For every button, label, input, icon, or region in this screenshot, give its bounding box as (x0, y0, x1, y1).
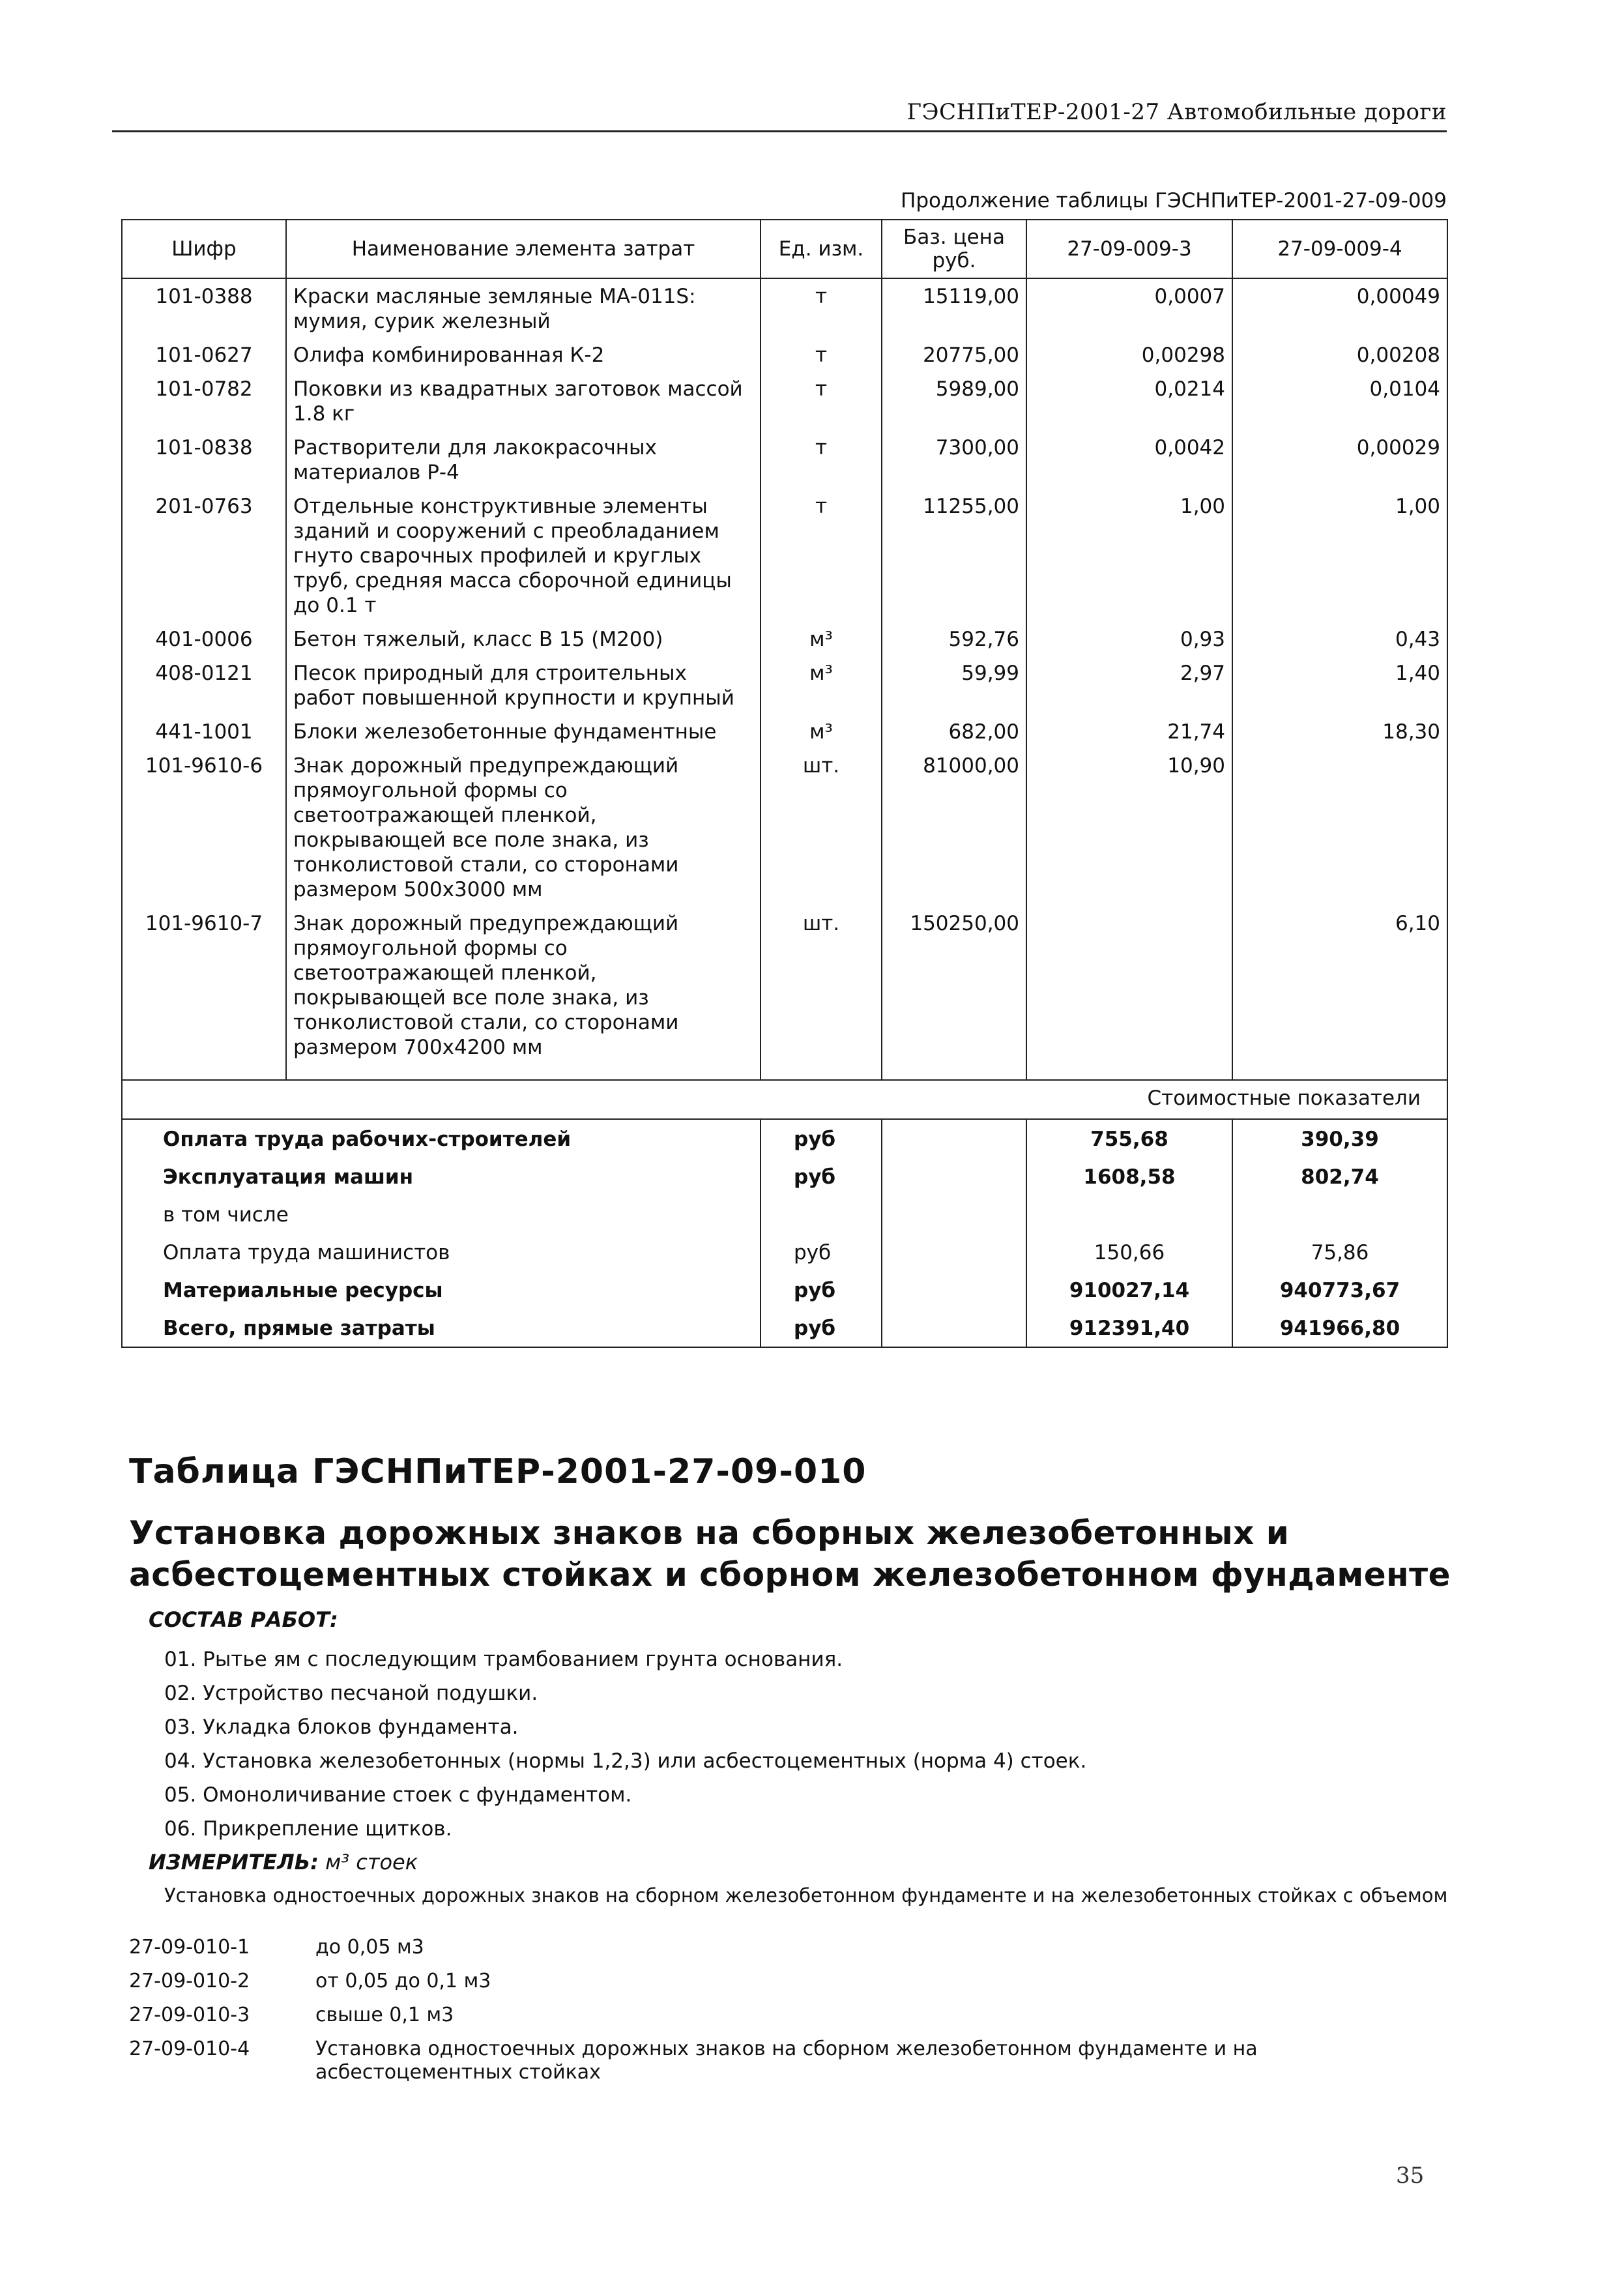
cost-row (122, 1158, 1447, 1195)
table-title: Таблица ГЭСНПиТЕР-2001-27-09-010 (129, 1452, 867, 1491)
table-row (122, 489, 1447, 622)
base-price: 59,99 (882, 656, 1026, 714)
norm-3-value: 2,97 (1026, 656, 1232, 714)
norm-4-value: 6,10 (1232, 906, 1447, 1064)
col-header-code: Шифр (122, 220, 286, 278)
cost-norm-3 (1026, 1195, 1232, 1233)
norm-4-value: 0,00208 (1232, 338, 1447, 372)
variant-description: свыше 0,1 м3 (315, 2004, 454, 2026)
cost-label: Всего, прямые затраты (122, 1309, 761, 1347)
resource-name: Бетон тяжелый, класс В 15 (М200) (286, 622, 761, 656)
base-price: 15119,00 (882, 278, 1026, 338)
norm-3-value: 0,0214 (1026, 372, 1232, 430)
norm-3-value: 0,0042 (1026, 430, 1232, 489)
norm-3-value: 10,90 (1026, 748, 1232, 906)
group-description: Установка одностоечных дорожных знаков на сборном железобетонном фундаменте и на железобетонных стойках с объемом (164, 1884, 1448, 1906)
norm-3-value: 1,00 (1026, 489, 1232, 622)
cost-label: Оплата труда рабочих-строителей (122, 1119, 761, 1158)
meter-label: ИЗМЕРИТЕЛЬ: (149, 1850, 319, 1875)
cost-norm-4: 802,74 (1232, 1158, 1447, 1195)
base-price: 682,00 (882, 714, 1026, 748)
resource-code: 101-0627 (122, 338, 286, 372)
table-row (122, 372, 1447, 430)
cost-blank (882, 1119, 1026, 1158)
variant-code: 27-09-010-4 (129, 2037, 250, 2060)
cost-norm-3: 910027,14 (1026, 1271, 1232, 1309)
col-header-unit: Ед. изм. (761, 220, 882, 278)
col-header-norm-3: 27-09-009-3 (1026, 220, 1232, 278)
norm-4-value: 0,0104 (1232, 372, 1447, 430)
resource-name: Растворители для лакокрасочных материалов Р-4 (286, 430, 761, 489)
work-item: 01. Рытье ям с последующим трамбованием грунта основания. (164, 1648, 843, 1671)
resource-code: 101-0838 (122, 430, 286, 489)
norm-4-value: 0,00049 (1232, 278, 1447, 338)
table-header-row (122, 220, 1447, 278)
norm-3-value: 0,93 (1026, 622, 1232, 656)
table-row (122, 714, 1447, 748)
norm-4-value (1232, 748, 1447, 906)
table-subtitle: Установка дорожных знаков на сборных железобетонных и асбестоцементных стойках и сборном железобетонном фундаменте (129, 1514, 1451, 1594)
work-item: 03. Укладка блоков фундамента. (164, 1715, 519, 1739)
norm-4-value: 1,00 (1232, 489, 1447, 622)
table-row (122, 278, 1447, 338)
norm-3-value: 0,00298 (1026, 338, 1232, 372)
table-row (122, 430, 1447, 489)
cost-blank (882, 1271, 1026, 1309)
cost-row (122, 1119, 1447, 1158)
cost-blank (882, 1309, 1026, 1347)
cost-row (122, 1309, 1447, 1347)
resource-name: Песок природный для строительных работ повышенной крупности и крупный (286, 656, 761, 714)
cost-unit (761, 1195, 882, 1233)
resource-name: Блоки железобетонные фундаментные (286, 714, 761, 748)
cost-label: Эксплуатация машин (122, 1158, 761, 1195)
cost-row (122, 1233, 1447, 1271)
running-title: ГЭСНПиТЕР-2001-27 Автомобильные дороги (906, 99, 1447, 125)
resource-unit: т (761, 278, 882, 338)
cost-blank (882, 1158, 1026, 1195)
cost-norm-4: 75,86 (1232, 1233, 1447, 1271)
table-row (122, 906, 1447, 1064)
running-header (112, 96, 1447, 132)
resource-unit: шт. (761, 748, 882, 906)
base-price: 11255,00 (882, 489, 1026, 622)
cost-unit: руб (761, 1119, 882, 1158)
cost-norm-4 (1232, 1195, 1447, 1233)
resource-name: Краски масляные земляные МА-011S: мумия, сурик железный (286, 278, 761, 338)
cost-norm-3: 755,68 (1026, 1119, 1232, 1158)
table-row (122, 338, 1447, 372)
resource-name: Отдельные конструктивные элементы зданий и сооружений с преобладанием гнуто сварочных профилей и круглых труб, средняя масса сборочной единицы до 0.1 т (286, 489, 761, 622)
norm-4-value: 0,43 (1232, 622, 1447, 656)
table-row (122, 656, 1447, 714)
cost-unit: руб (761, 1309, 882, 1347)
resource-unit: м³ (761, 622, 882, 656)
works-label: СОСТАВ РАБОТ: (149, 1607, 338, 1632)
resource-name: Олифа комбинированная К-2 (286, 338, 761, 372)
cost-blank (882, 1195, 1026, 1233)
page-number: 35 (1396, 2163, 1425, 2189)
work-item: 02. Устройство песчаной подушки. (164, 1682, 538, 1705)
meter-line (149, 1850, 418, 1875)
cost-row (122, 1271, 1447, 1309)
base-price: 7300,00 (882, 430, 1026, 489)
resource-name: Знак дорожный предупреждающий прямоугольной формы со светоотражающей пленкой, покрывающей все поле знака, из тонколистовой стали, со сторонами размером 500х3000 мм (286, 748, 761, 906)
work-item: 04. Установка железобетонных (нормы 1,2,3) или асбестоцементных (норма 4) стоек. (164, 1749, 1087, 1773)
cost-row (122, 1195, 1447, 1233)
work-item: 06. Прикрепление щитков. (164, 1817, 452, 1841)
cost-unit: руб (761, 1271, 882, 1309)
variant-code: 27-09-010-1 (129, 1936, 250, 1959)
works-list (164, 1642, 1086, 1846)
cost-unit: руб (761, 1158, 882, 1195)
resource-unit: т (761, 489, 882, 622)
norm-3-value (1026, 906, 1232, 1064)
cost-norm-3: 150,66 (1026, 1233, 1232, 1271)
cost-rows (122, 1080, 1447, 1347)
col-header-name: Наименование элемента затрат (286, 220, 761, 278)
base-price: 5989,00 (882, 372, 1026, 430)
base-price: 20775,00 (882, 338, 1026, 372)
base-price: 150250,00 (882, 906, 1026, 1064)
resource-code: 401-0006 (122, 622, 286, 656)
resource-code: 101-0782 (122, 372, 286, 430)
resource-unit: шт. (761, 906, 882, 1064)
resource-name: Знак дорожный предупреждающий прямоугольной формы со светоотражающей пленкой, покрывающей все поле знака, из тонколистовой стали, со сторонами размером 700х4200 мм (286, 906, 761, 1064)
cost-blank (882, 1233, 1026, 1271)
resource-code: 441-1001 (122, 714, 286, 748)
cost-unit: руб (761, 1233, 882, 1271)
norm-4-value: 1,40 (1232, 656, 1447, 714)
cost-label: Материальные ресурсы (122, 1271, 761, 1309)
resource-code: 101-0388 (122, 278, 286, 338)
cost-norm-4: 940773,67 (1232, 1271, 1447, 1309)
cost-norm-4: 390,39 (1232, 1119, 1447, 1158)
resource-code: 101-9610-7 (122, 906, 286, 1064)
variant-description: от 0,05 до 0,1 м3 (315, 1970, 491, 1992)
resource-unit: м³ (761, 656, 882, 714)
cost-label: Оплата труда машинистов (122, 1233, 761, 1271)
cost-label: в том числе (122, 1195, 761, 1233)
resource-unit: т (761, 372, 882, 430)
continuation-note: Продолжение таблицы ГЭСНПиТЕР-2001-27-09-009 (901, 189, 1447, 212)
variant-code: 27-09-010-3 (129, 2004, 250, 2026)
col-header-price: Баз. цена руб. (882, 220, 1026, 278)
cost-header-row (122, 1080, 1447, 1119)
meter-value: м³ стоек (325, 1850, 418, 1875)
resource-name: Поковки из квадратных заготовок массой 1.8 кг (286, 372, 761, 430)
resource-unit: т (761, 338, 882, 372)
table-row (122, 622, 1447, 656)
table-row (122, 748, 1447, 906)
variant-description: до 0,05 м3 (315, 1936, 424, 1959)
norm-4-value: 18,30 (1232, 714, 1447, 748)
resource-code: 201-0763 (122, 489, 286, 622)
cost-norm-3: 912391,40 (1026, 1309, 1232, 1347)
resource-rows (122, 278, 1447, 1080)
cost-norm-4: 941966,80 (1232, 1309, 1447, 1347)
variant-code: 27-09-010-2 (129, 1970, 250, 1992)
cost-header: Стоимостные показатели (122, 1080, 1447, 1119)
base-price: 81000,00 (882, 748, 1026, 906)
resource-code: 101-9610-6 (122, 748, 286, 906)
norm-3-value: 0,0007 (1026, 278, 1232, 338)
norm-3-value: 21,74 (1026, 714, 1232, 748)
resources-table (121, 219, 1448, 1348)
variant-description: Установка одностоечных дорожных знаков на сборном железобетонном фундаменте и на асбестоцементных стойках (315, 2037, 1258, 2084)
col-header-norm-4: 27-09-009-4 (1232, 220, 1447, 278)
norm-4-value: 0,00029 (1232, 430, 1447, 489)
base-price: 592,76 (882, 622, 1026, 656)
resource-unit: т (761, 430, 882, 489)
resource-code: 408-0121 (122, 656, 286, 714)
cost-norm-3: 1608,58 (1026, 1158, 1232, 1195)
work-item: 05. Омоноличивание стоек с фундаментом. (164, 1783, 632, 1807)
resource-unit: м³ (761, 714, 882, 748)
